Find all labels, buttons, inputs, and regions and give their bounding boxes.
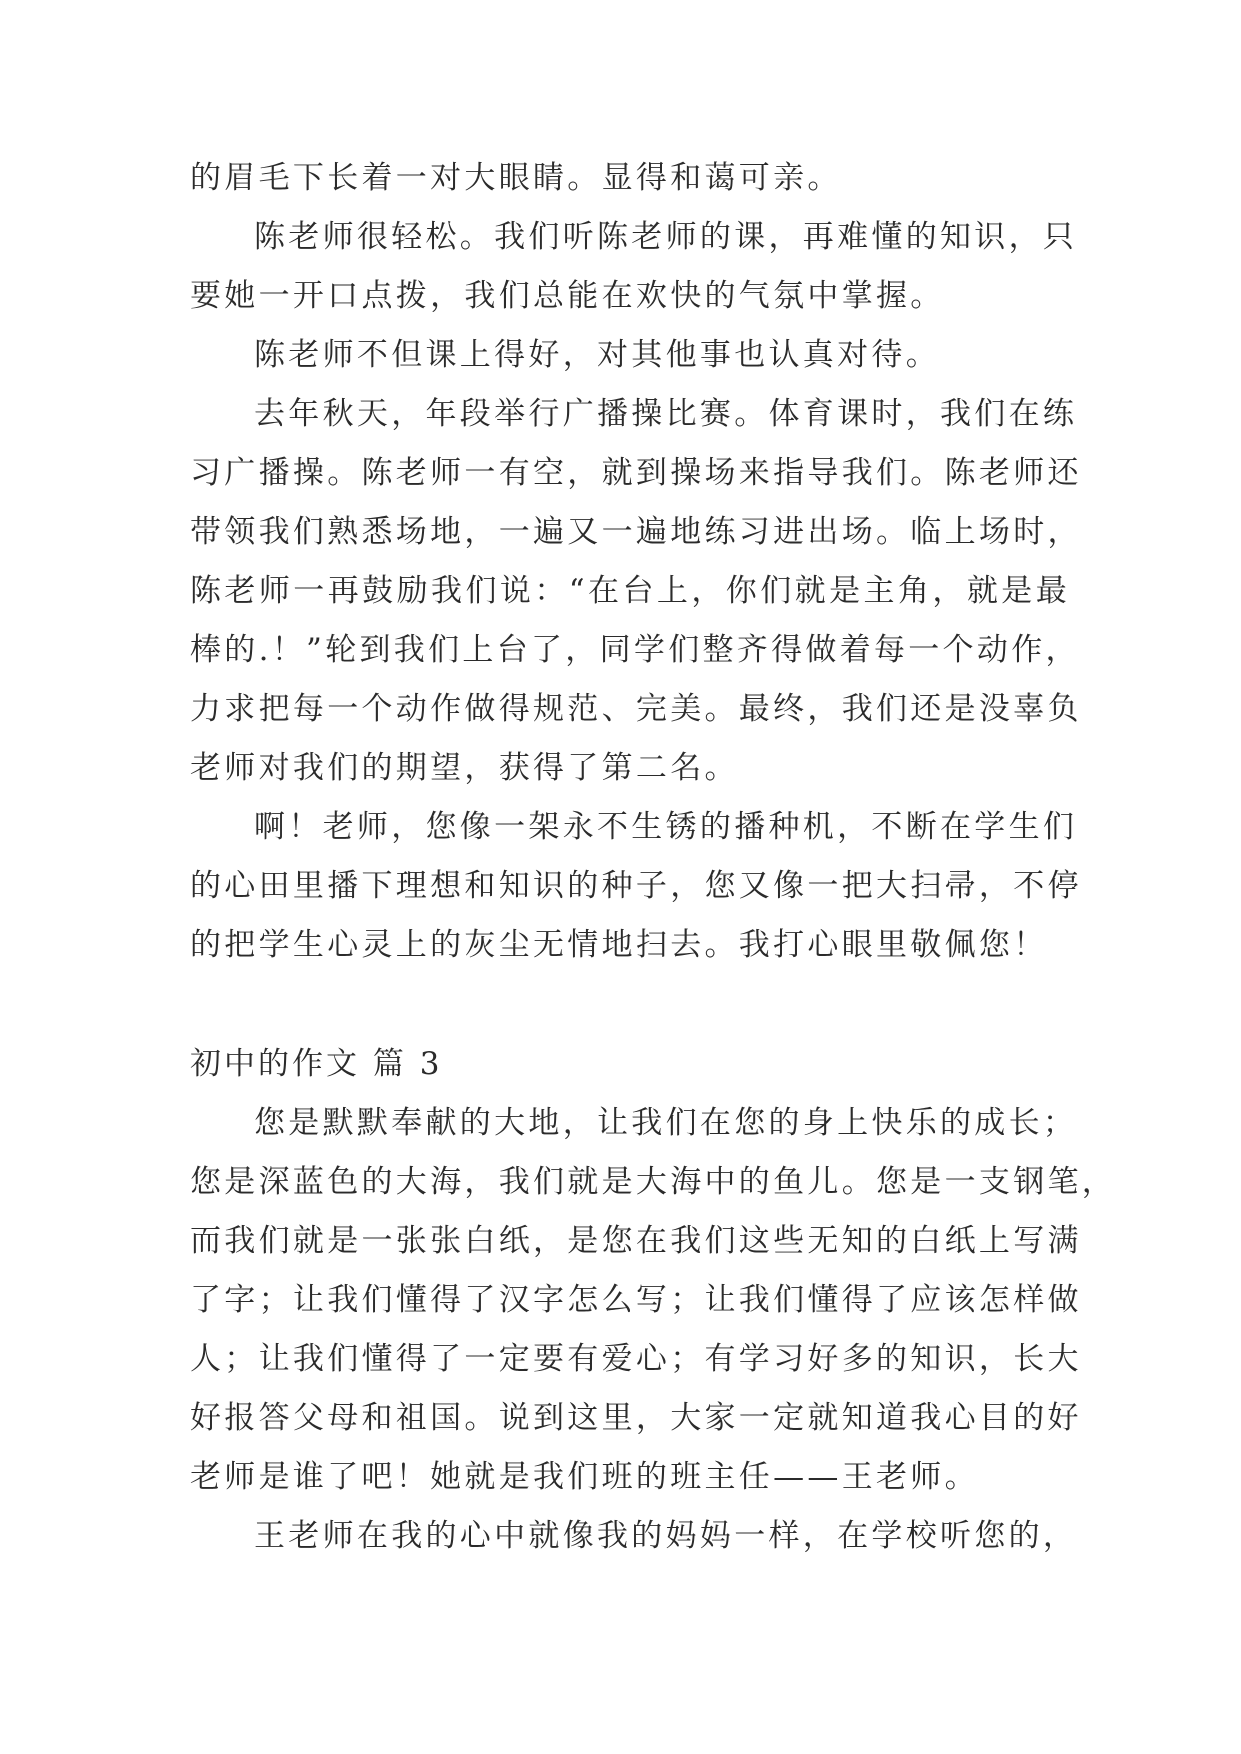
text-line: 的把学生心灵上的灰尘无情地扫去。我打心眼里敬佩您！ [190,927,1048,963]
text-line: 陈老师一再鼓励我们说：“在台上，你们就是主角，就是最 [190,573,1070,609]
text-line: 的心田里播下理想和知识的种子，您又像一把大扫帚，不停 [190,868,1082,904]
text-line: 老师对我们的期望，获得了第二名。 [190,750,739,786]
text-line: 您是深蓝色的大海，我们就是大海中的鱼儿。您是一支钢笔， [190,1164,1117,1200]
text-line: 人；让我们懂得了一定要有爱心；有学习好多的知识，长大 [190,1341,1082,1377]
text-line: 老师是谁了吧！她就是我们班的班主任——王老师。 [190,1459,979,1495]
text-line: 了字；让我们懂得了汉字怎么写；让我们懂得了应该怎样做 [190,1282,1082,1318]
text-line: 习广播操。陈老师一有空，就到操场来指导我们。陈老师还 [190,455,1082,491]
text-line: 好报答父母和祖国。说到这里，大家一定就知道我心目的好 [190,1400,1082,1436]
paragraph-start-line: 陈老师很轻松。我们听陈老师的课，再难懂的知识，只 [254,219,1078,255]
text-line: 带领我们熟悉场地，一遍又一遍地练习进出场。临上场时， [190,514,1082,550]
paragraph-start-line: 啊！老师，您像一架永不生锈的播种机，不断在学生们 [254,809,1078,845]
paragraph-start-line: 去年秋天，年段举行广播操比赛。体育课时，我们在练 [254,396,1078,432]
text-line: 的眉毛下长着一对大眼睛。显得和蔼可亲。 [190,160,842,196]
text-line: 而我们就是一张张白纸，是您在我们这些无知的白纸上写满 [190,1223,1082,1259]
text-line: 要她一开口点拨，我们总能在欢快的气氛中掌握。 [190,278,945,314]
text-line: 棒的.！”轮到我们上台了，同学们整齐得做着每一个动作， [190,632,1080,668]
text-line: 力求把每一个动作做得规范、完美。最终，我们还是没辜负 [190,691,1082,727]
paragraph-start-line: 您是默默奉献的大地，让我们在您的身上快乐的成长； [254,1105,1078,1141]
paragraph-start-line: 陈老师不但课上得好，对其他事也认真对待。 [254,337,940,373]
section-heading: 初中的作文 篇 3 [190,1046,443,1082]
paragraph-start-line: 王老师在我的心中就像我的妈妈一样，在学校听您的， [254,1518,1078,1554]
